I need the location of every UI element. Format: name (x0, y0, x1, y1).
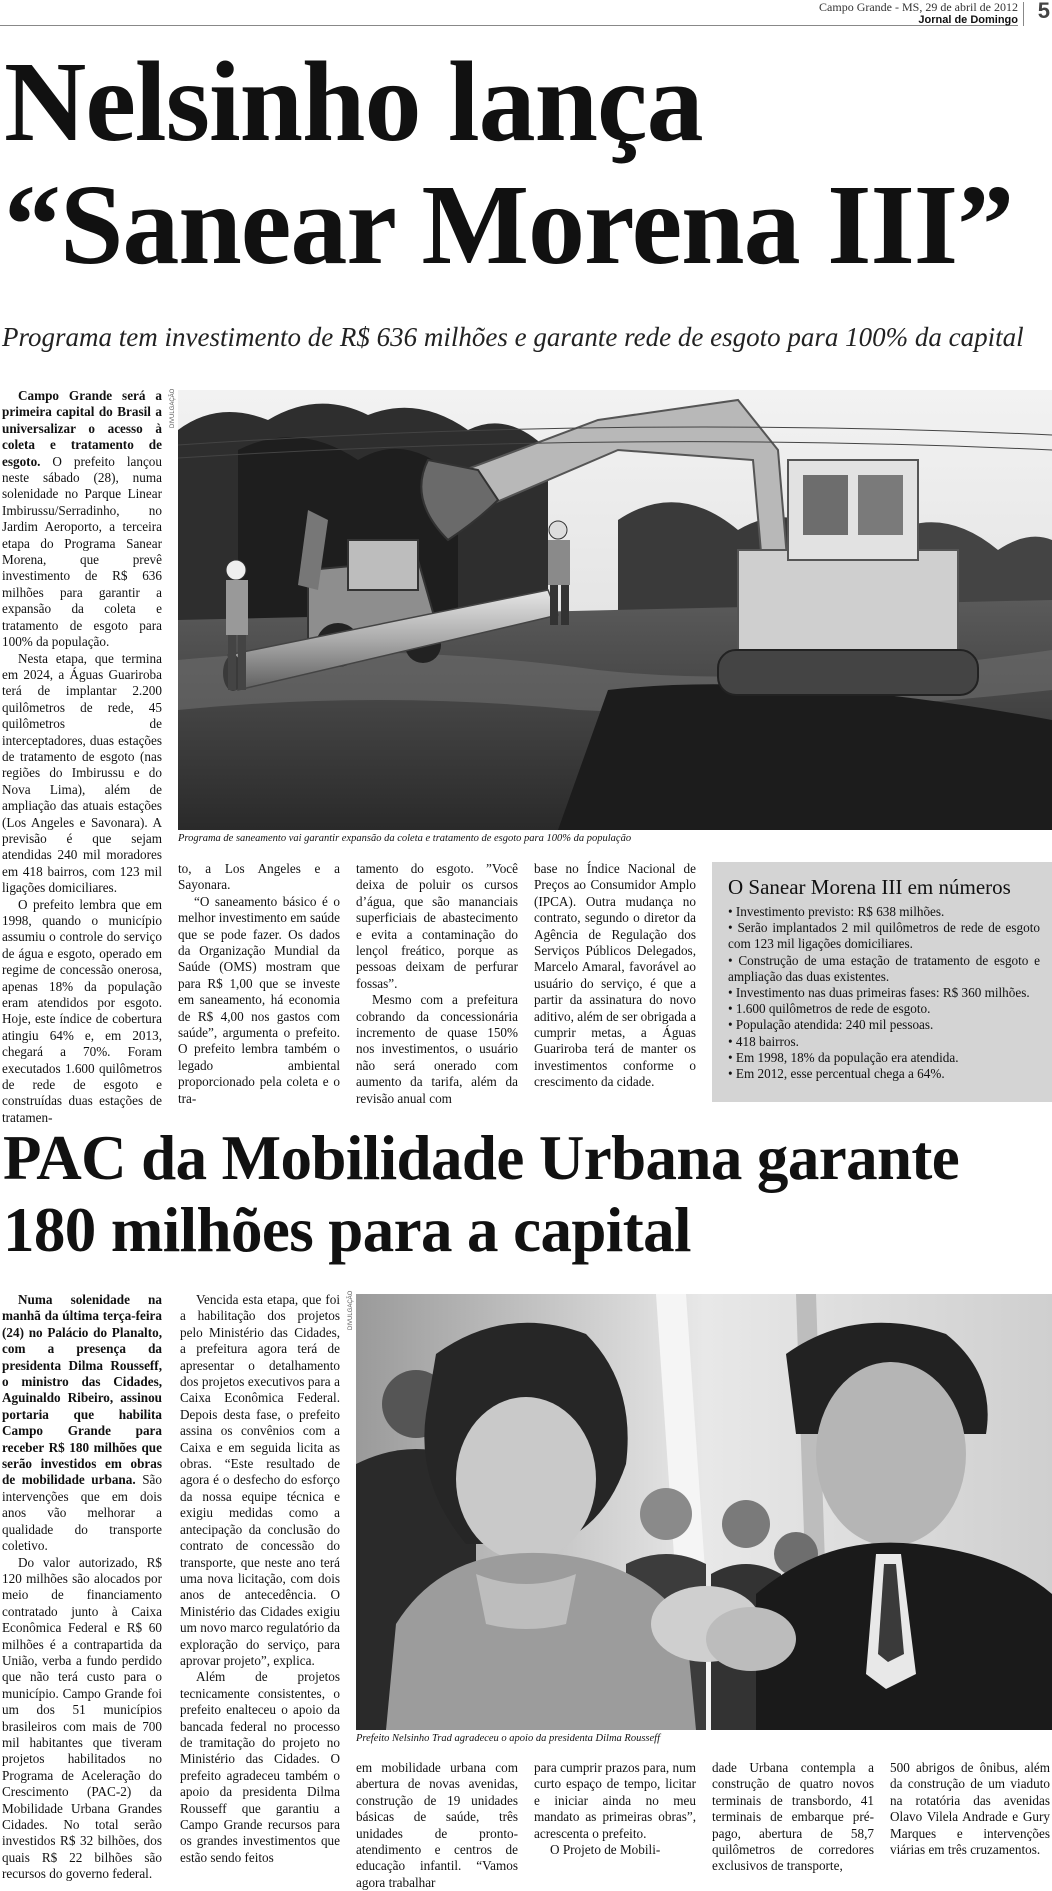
lead-bold: Campo Grande será a primeira capital do Brasil a universalizar o acesso à coleta e tratamento de esgoto. (2, 388, 162, 469)
factbox-title: O Sanear Morena III em números (728, 875, 1011, 899)
dateline: Campo Grande - MS, 29 de abril de 2012 (819, 0, 1018, 14)
newspaper-name: Jornal de Domingo (918, 14, 1018, 26)
lead-bold: Numa solenidade na manhã da última terça-feira (24) no Palácio do Planalto, com a presença da presidenta Dilma Rousseff, o ministro das Cidades, Aguinaldo Ribeiro, assinou portaria que habilita Campo Grande para receber R$ 180 milhões que serão investidos em obras de mobilidade urbana. (2, 1292, 162, 1488)
factbox-list (728, 904, 1040, 1082)
factbox-item: • Investimento nas duas primeiras fases: R$ 360 milhões. (728, 985, 1030, 1001)
handshake-photo-caption: Prefeito Nelsinho Trad agradeceu o apoio da presidenta Dilma Rousseff (356, 1733, 660, 1744)
headline-line1: PAC da Mobilidade Urbana garante (3, 1123, 960, 1193)
headline-line2: 180 milhões para a capital (3, 1195, 691, 1265)
article2-column-6 (890, 1760, 1050, 1858)
factbox (712, 862, 1052, 1102)
photo-credit: DIVULGAÇÃO (348, 1290, 354, 1330)
article2-column-3 (356, 1760, 518, 1891)
article1-headline (4, 40, 1050, 286)
paragraph: Vencida esta etapa, que foi a habilitação dos projetos pelo Ministério das Cidades, a prefeitura agora terá de apresentar o detalhamento dos projetos executivos para a Caixa Econômica Federal. Depois desta fase, o prefeito assina os convênios com a Caixa e em seguida licita as obras. “Este resultado de agora é o desfecho do esforço da nossa equipe técnica e exigiu medidas como a antecipação da conclusão do contrato de concessão do transporte, que neste ano terá uma nova licitação, com dois anos de antecedência. O Ministério das Cidades exigiu um novo marco regulatório da exploração do serviço, para aprovar projeto”, explica. (180, 1292, 340, 1668)
lead-text: São intervenções que em dois anos vão melhorar a qualidade do transporte coletivo. (2, 1472, 162, 1554)
construction-photo (178, 390, 1052, 830)
header-divider (1023, 2, 1024, 26)
paragraph: “O saneamento básico é o melhor investimento em saúde que se pode fazer. Os dados da Organização Mundial da Saúde (OMS) mostram que para R$ 1,00 que se investe em saneamento, há economia de R$ 4,00 nos gastos com saúde”, argumenta o prefeito. O prefeito lembra também o legado ambiental proporcionado pela coleta e o tra- (178, 893, 340, 1106)
article2-column-1 (2, 1292, 162, 1883)
factbox-item: • 1.600 quilômetros de rede de esgoto. (728, 1001, 931, 1017)
factbox-item: • Investimento previsto: R$ 638 milhões. (728, 904, 945, 919)
paragraph: Do valor autorizado, R$ 120 milhões são alocados por meio de financiamento contratado junto à Caixa Econômica Federal e R$ 60 milhões é a contrapartida da União, verba a fundo perdido que não terá custo para o município. Campo Grande foi um dos 51 municípios brasileiros com mais de 700 mil habitantes que tiveram projetos habilitados no Programa de Aceleração do Crescimento (PAC-2) da Mobilidade Urbana Grandes Cidades. No total serão investidos R$ 32 bilhões, dos quais R$ 22 bilhões são recursos do governo federal. (2, 1554, 162, 1882)
paragraph: O Projeto de Mobili- (550, 1842, 661, 1858)
headline-line1: Nelsinho lança (4, 38, 703, 165)
article2-column-5 (712, 1760, 874, 1875)
construction-photo-caption: Programa de saneamento vai garantir expansão da coleta e tratamento de esgoto para 100% da população (178, 833, 632, 844)
paragraph: em mobilidade urbana com abertura de novas avenidas, construção de 19 unidades básicas de saúde, três unidades de pronto-atendimento e centros de educação infantil. “Vamos agora trabalhar (356, 1760, 518, 1890)
paragraph: base no Índice Nacional de Preços ao Consumidor Amplo (IPCA). Outra mudança no contrato, segundo o diretor da Agência de Regulação dos Serviços Públicos Delegados, Marcelo Amaral, favorável ao usuário do serviço, é que a partir da assinatura do novo aditivo, além de ser obrigada a cumprir metas, a Águas Guariroba terá de manter os investimentos conforme o crescimento da cidade. (534, 861, 696, 1090)
factbox-item: • Serão implantados 2 mil quilômetros de rede de esgoto com 123 mil ligações domiciliares. (728, 920, 1040, 952)
page-header (0, 0, 1052, 30)
photo-credit: DIVULGAÇÃO (170, 388, 176, 428)
factbox-item: • Em 1998, 18% da população era atendida. (728, 1049, 959, 1065)
header-rule (0, 25, 1018, 26)
factbox-item: • 418 bairros. (728, 1033, 799, 1049)
paragraph: Mesmo com a prefeitura cobrando da concessionária incremento de quase 150% nos investimentos, o usuário não será onerado com aumento da tarifa, além da revisão anual com (356, 992, 518, 1106)
paragraph: para cumprir prazos para, num curto espaço de tempo, licitar e iniciar ainda no meu mandato as primeiras obras”, acrescenta o prefeito. (534, 1760, 696, 1841)
paragraph: O prefeito lembra que em 1998, quando o município assumiu o controle do serviço de água e esgoto, operado em regime de concessão onerosa, apenas 18% da população eram atendidos por esgoto. Hoje, este índice de cobertura atingiu 64% e, em 2013, chegará a 70%. Foram executados 1.600 quilômetros de rede de esgoto e construídas duas estações de tratamen- (2, 896, 162, 1125)
paragraph: tamento do esgoto. ”Você deixa de poluir os cursos d’água, que são mananciais superficiais de abastecimento e evita a contaminação do lençol freático, porque as pessoas deixam de perfurar fossas”. (356, 861, 518, 991)
paragraph: dade Urbana contempla a construção de quatro novos terminais de transbordo, 41 terminais de embarque pré-pago, abertura de 58,7 quilômetros de corredores exclusivos de transporte, (712, 1760, 874, 1874)
factbox-item: • Construção de uma estação de tratamento de esgoto e ampliação das duas existentes. (728, 952, 1040, 984)
article2-headline (3, 1122, 1052, 1266)
page-number: 5 (1037, 0, 1050, 23)
article1-subhead: Programa tem investimento de R$ 636 milhões e garante rede de esgoto para 100% da capital (2, 322, 1024, 352)
article2-column-2 (180, 1292, 340, 1866)
paragraph: to, a Los Angeles e a Sayonara. (178, 861, 340, 893)
article2-column-4 (534, 1760, 696, 1858)
factbox-item: • Em 2012, esse percentual chega a 64%. (728, 1066, 945, 1082)
paragraph: Nesta etapa, que termina em 2024, a Águas Guariroba terá de implantar 2.200 quilômetros de rede, 45 quilômetros de interceptadores, duas estações de tratamento de esgoto (nas regiões do Imbirussu e do Nova Lima), além de ampliação das atuais estações (Los Angeles e Savonara). A previsão é que sejam atendidas 240 mil moradores em 418 bairros, com 123 mil ligações domiciliares. (2, 650, 162, 896)
lead-text: O prefeito lançou neste sábado (28), numa solenidade no Parque Linear Imbirussu/Serradinho, no Jardim Aeroporto, a terceira etapa do Programa Sanear Morena, que prevê investimento de R$ 636 milhões para garantir a expansão da coleta e tratamento de esgoto para 100% da população. (2, 453, 162, 650)
handshake-photo (356, 1294, 1052, 1730)
article1-column-2 (178, 861, 340, 1107)
factbox-item: • População atendida: 240 mil pessoas. (728, 1017, 934, 1033)
headline-line2: “Sanear Morena III” (4, 161, 1014, 288)
paragraph: 500 abrigos de ônibus, além da construção de um viaduto na rotatória das avenidas Olavo Vilela Andrade e Gury Marques e intervenções viárias em três cruzamentos. (890, 1760, 1050, 1858)
article1-column-3 (356, 861, 518, 1107)
article1-column-4 (534, 861, 696, 1091)
article1-column-1 (2, 388, 162, 1126)
paragraph: Além de projetos tecnicamente consistentes, o prefeito enalteceu o apoio da bancada federal no processo de tramitação do projeto no Ministério das Cidades. O prefeito agradeceu também o apoio da presidenta Dilma Rousseff que garantiu a Campo Grande recursos para os grandes investimentos que estão sendo feitos (180, 1669, 340, 1865)
